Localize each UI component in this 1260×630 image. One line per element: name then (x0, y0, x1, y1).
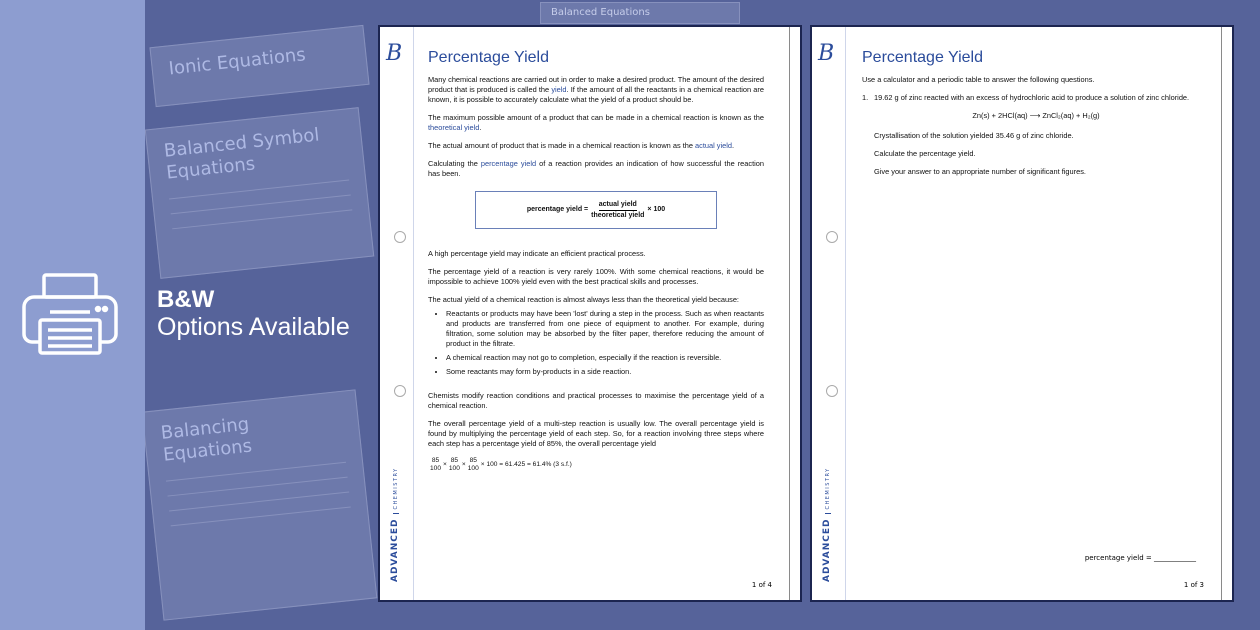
brand-logo: B (818, 41, 835, 66)
page-number: 1 of 3 (1183, 581, 1204, 589)
list-item: • A chemical reaction may not go to completion, especially if the reaction is reversible. (446, 353, 764, 363)
paragraph: Chemists modify reaction conditions and practical processes to maximise the percentage yield of a chemical reaction. (428, 391, 764, 410)
punch-hole (826, 385, 838, 397)
page-edge (1221, 27, 1223, 600)
page-number: 1 of 4 (751, 581, 772, 589)
paragraph: The overall percentage yield of a multi-step reaction is usually low. The overall percentage yield is found by multiplying the percentage yield of each step. So, for a reaction involving three steps where each step has a percentage yield of 85%, the overall percentage yield (428, 419, 764, 448)
punch-hole (394, 385, 406, 397)
instructions: Use a calculator and a periodic table to answer the following questions. (862, 75, 1095, 84)
punch-hole (394, 231, 406, 243)
list-item: • Reactants or products may have been 'lost' during a step in the process. Such as when reactants and products are transferred from one piece of equipment to another. For example, during filtration, some solution may be absorbed by the filter paper, therefore reducing the amount of product in the filtrate. (446, 309, 764, 349)
paragraph: The maximum possible amount of a product that can be made in a chemical reaction is known as the theoretical yield. (428, 113, 764, 132)
list-item: • Some reactants may form by-products in a side reaction. (446, 367, 764, 377)
promo-panel (0, 0, 145, 630)
bw-options-text: B&W Options Available (157, 286, 350, 341)
paragraph: Calculating the percentage yield of a reaction provides an indication of how successful the reaction has been. (428, 159, 764, 178)
worksheet-page-1 (380, 27, 800, 600)
question-1: 1. 19.62 g of zinc reacted with an excess of hydrochloric acid to produce a solution of zinc chloride. Zn(s) + 2HCl(aq) ⟶ ZnCl₂(aq) + H₂(g) Crystallisation of the solution yielded 35.46 g of zinc chloride. Calculate the percentage yield. Give your answer to an appropriate number of significant figures. (862, 93, 1198, 185)
page-title: Percentage Yield (862, 49, 983, 66)
printer-icon (20, 272, 120, 356)
brand-vertical: ADVANCEDCHEMISTRY (390, 467, 400, 582)
calculation: 85 100 × 85 100 × 85 100 × 100 = 61.425 = 61.4% (3 s.f.) (430, 457, 572, 472)
paragraph: The percentage yield of a reaction is very rarely 100%. With some chemical reactions, it would be impossible to achieve 100% yield even with the best practical skills and processes. (428, 267, 764, 286)
punch-hole (826, 231, 838, 243)
page-title: Percentage Yield (428, 49, 549, 66)
paragraph: The actual amount of product that is made in a chemical reaction is known as the actual yield. (428, 141, 735, 150)
background-worksheet: Balancing Equations (142, 389, 378, 620)
chemical-equation: Zn(s) + 2HCl(aq) ⟶ ZnCl₂(aq) + H₂(g) (972, 111, 1100, 120)
paragraph: Many chemical reactions are carried out in order to make a desired product. The amount of the desired product that is produced is called the yield. If the amount of all the reactants in a chemical reaction are known, it is possible to accurately calculate what the yield of a product should be. (428, 75, 764, 104)
background-worksheet: Balanced Symbol Equations (145, 107, 375, 279)
brand-logo: B (386, 41, 403, 66)
formula-box: percentage yield = $\frac{\text{actual yield}}{\text{theoretical yield}}$ × 100 (475, 191, 717, 229)
page-edge (789, 27, 791, 600)
background-worksheet: Balanced Equations (540, 2, 740, 24)
paragraph: The actual yield of a chemical reaction is almost always less than the theoretical yield because: (428, 295, 739, 304)
background-worksheet: Ionic Equations (149, 25, 369, 107)
answer-line: percentage yield = ____________ (1084, 554, 1196, 562)
reasons-list (428, 309, 764, 377)
paragraph: A high percentage yield may indicate an efficient practical process. (428, 249, 646, 258)
worksheet-page-2 (812, 27, 1232, 600)
brand-vertical: ADVANCEDCHEMISTRY (822, 467, 832, 582)
